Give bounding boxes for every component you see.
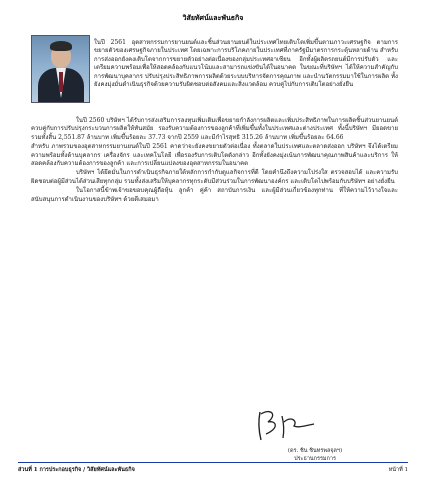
footer-page-number: หน้าที่ 1 (388, 467, 408, 473)
intro-paragraph: ในปี 2561 อุตสาหกรรมการยานยนต์และชิ้นส่วนยานยนต์ในประเทศไทยเติบโตเพิ่มขึ้นตามภาวะเศรษฐกิจ ตามการขยายตัวของเศรษฐกิจภายในประเทศ โดยเฉพาะการบริโภคภายในประเทศที่ภาครัฐมีมาตรการกระตุ้นหลายด้าน สำหรับการส่งออกยังคงเติบโตจากการขยายตัวอย่างต่อเนื่องของกลุ่มประเทศอาเซียน อีกทั้งผู้ผลิตรถยนต์มีการปรับตัว และเตรียมความพร้อมเพื่อให้สอดคล้องกับแนวโน้มและสามารถแข่งขันได้ในอนาคต ในขณะที่บริษัทฯ ได้ให้ความสำคัญกับการพัฒนาบุคลากร ปรับปรุงประสิทธิภาพการผลิตด้วยระบบบริหารจัดการคุณภาพ และนำนวัตกรรมมาใช้ในการผลิต ทั้งยังคงมุ่งมั่นดำเนินธุรกิจด้วยความรับผิดชอบต่อสังคมและสิ่งแวดล้อม ควบคู่ไปกับการเติบโตอย่างยั่งยืน (94, 39, 398, 89)
signatory-position: ประธานกรรมการ (294, 456, 336, 462)
signature-scribble (254, 404, 324, 444)
footer-section: ส่วนที่ 1 การประกอบธุรกิจ / วิสัยทัศน์และพันธกิจ (18, 467, 135, 473)
paragraph-3: สำหรับ ภาพรวมของอุตสาหกรรมยานยนต์ในปี 2561 คาดว่าจะยังคงขยายตัวต่อเนื่อง ทั้งตลาดในประเทศและตลาดส่งออก บริษัทฯ จึงได้เตรียมความพร้อมทั้งด้านบุคลากร เครื่องจักร และเทคโนโลยี เพื่อรองรับการเติบโตดังกล่าว อีกทั้งยังคงมุ่งเน้นการพัฒนาคุณภาพสินค้าและบริการ ให้สอดคล้องกับความต้องการของลูกค้า และการเปลี่ยนแปลงของอุตสาหกรรมในอนาคต (31, 143, 398, 168)
paragraph-4: บริษัทฯ ได้ยึดมั่นในการดำเนินธุรกิจภายใต้หลักการกำกับดูแลกิจการที่ดี โดยคำนึงถึงความโปร่งใส ตรวจสอบได้ และความรับผิดชอบต่อผู้มีส่วนได้ส่วนเสียทุกกลุ่ม รวมทั้งส่งเสริมให้บุคลากรทุกระดับมีส่วนร่วมในการพัฒนาองค์กร และเติบโตไปพร้อมกับบริษัทฯ อย่างยั่งยืน (31, 169, 398, 185)
paragraph-5: ในโอกาสนี้ข้าพเจ้าขอขอบคุณผู้ถือหุ้น ลูกค้า คู่ค้า สถาบันการเงิน และผู้มีส่วนเกี่ยวข้องทุกท่าน ที่ให้ความไว้วางใจและสนับสนุนการดำเนินงานของบริษัทฯ ด้วยดีเสมอมา (31, 187, 398, 203)
chairman-photo (31, 35, 90, 103)
page-title: วิสัยทัศน์และพันธกิจ (182, 13, 244, 22)
photo-hair (50, 41, 72, 51)
signature-block (240, 404, 390, 464)
photo-tie (59, 72, 63, 92)
signatory-name: (ดร. ชิน ชินทรพลจุลฯ) (287, 448, 343, 454)
footer-divider (18, 462, 408, 463)
paragraph-2: ในปี 2560 บริษัทฯ ได้รับการส่งเสริมการลงทุนเพิ่มเติมเพื่อขยายกำลังการผลิตและเพิ่มประสิทธิภาพในการผลิตชิ้นส่วนยานยนต์ ควบคู่กับการปรับปรุงกระบวนการผลิตให้ทันสมัย รองรับความต้องการของลูกค้าที่เพิ่มขึ้นทั้งในประเทศและต่างประเทศ ทั้งนี้บริษัทฯ มียอดขายรวมทั้งสิ้น 2,551.87 ล้านบาท เพิ่มขึ้นร้อยละ 37.73 จากปี 2559 และมีกำไรสุทธิ 315.26 ล้านบาท เพิ่มขึ้นร้อยละ 64.66 (31, 117, 398, 141)
body-text (31, 117, 398, 204)
